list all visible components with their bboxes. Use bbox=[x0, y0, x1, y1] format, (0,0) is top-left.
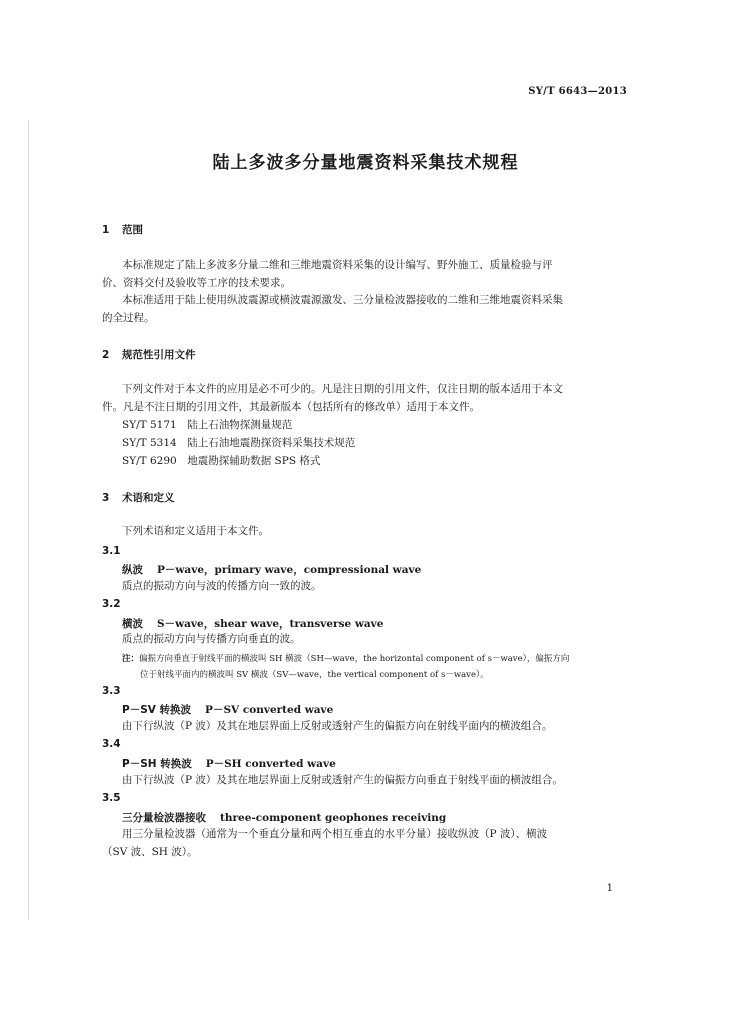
term-number: 3.2 bbox=[102, 598, 121, 610]
term-definition: 质点的振动方向与传播方向垂直的波。 bbox=[122, 633, 301, 645]
note bbox=[122, 652, 569, 666]
term-zh: 横波 bbox=[122, 618, 143, 630]
section-number: 3 bbox=[102, 492, 110, 504]
section-intro: 下列术语和定义适用于本文件。 bbox=[122, 525, 269, 537]
section-number: 1 bbox=[102, 224, 110, 236]
note-line: 位于射线平面内的横波叫 SV 横波（SV—wave，the vertical component of s－wave）。 bbox=[140, 670, 489, 680]
section-heading-3 bbox=[102, 490, 175, 505]
term-definition: 质点的振动方向与波的传播方向一致的波。 bbox=[122, 580, 322, 592]
term-title bbox=[122, 562, 421, 577]
term-number: 3.4 bbox=[102, 738, 121, 750]
page-number: 1 bbox=[606, 883, 613, 894]
paragraph-line: 件。凡是不注日期的引用文件，其最新版本（包括所有的修改单）适用于本文件。 bbox=[102, 401, 480, 413]
term-en: P－SV converted wave bbox=[205, 704, 334, 716]
term-zh: 三分量检波器接收 bbox=[122, 812, 206, 824]
term-definition: （SV 波、SH 波）。 bbox=[102, 846, 198, 858]
term-title bbox=[122, 756, 336, 771]
term-title bbox=[122, 616, 383, 631]
note-label: 注： bbox=[122, 654, 140, 664]
page-edge-shadow bbox=[28, 120, 29, 920]
paragraph-line: 下列文件对于本文件的应用是必不可少的。凡是注日期的引用文件，仅注日期的版本适用于本文 bbox=[122, 383, 563, 395]
section-number: 2 bbox=[102, 349, 110, 361]
reference-item: SY/T 5314 陆上石油地震勘探资料采集技术规范 bbox=[122, 437, 356, 449]
term-definition: 由下行纵波（P 波）及其在地层界面上反射或透射产生的偏振方向垂直于射线平面的横波组合。 bbox=[122, 774, 563, 786]
document-title: 陆上多波多分量地震资料采集技术规程 bbox=[212, 153, 519, 173]
reference-item: SY/T 5171 陆上石油物探测量规范 bbox=[122, 419, 293, 431]
paragraph-line: 价、资料交付及验收等工序的技术要求。 bbox=[102, 277, 291, 289]
term-zh: P－SV 转换波 bbox=[122, 704, 192, 716]
section-title: 规范性引用文件 bbox=[122, 349, 196, 361]
term-zh: 纵波 bbox=[122, 564, 143, 576]
term-title bbox=[122, 810, 446, 825]
standard-code: SY/T 6643—2013 bbox=[528, 86, 627, 97]
reference-item: SY/T 6290 地震勘探辅助数据 SPS 格式 bbox=[122, 455, 321, 467]
paragraph-line: 本标准适用于陆上使用纵波震源或横波震源激发、三分量检波器接收的二维和三维地震资料采集 bbox=[122, 294, 563, 306]
term-en: P－wave，primary wave，compressional wave bbox=[157, 564, 422, 576]
term-definition: 用三分量检波器（通常为一个垂直分量和两个相互垂直的水平分量）接收纵波（P 波）、横波 bbox=[122, 828, 548, 840]
note-line: 偏振方向垂直于射线平面的横波叫 SH 横波（SH—wave，the horizontal component of s－wave），偏振方向 bbox=[139, 654, 570, 664]
section-heading-2 bbox=[102, 347, 196, 362]
term-number: 3.3 bbox=[102, 685, 121, 697]
paragraph-line: 本标准规定了陆上多波多分量二维和三维地震资料采集的设计编写、野外施工、质量检验与评 bbox=[122, 259, 553, 271]
paragraph-line: 的全过程。 bbox=[102, 312, 155, 324]
term-number: 3.5 bbox=[102, 792, 121, 804]
section-heading-1 bbox=[102, 222, 143, 237]
term-number: 3.1 bbox=[102, 545, 121, 557]
term-en: S－wave，shear wave，transverse wave bbox=[157, 618, 384, 630]
term-definition: 由下行纵波（P 波）及其在地层界面上反射或透射产生的偏振方向在射线平面内的横波组合。 bbox=[122, 720, 553, 732]
term-en: P－SH converted wave bbox=[205, 758, 336, 770]
section-title: 术语和定义 bbox=[122, 492, 175, 504]
term-title bbox=[122, 702, 333, 717]
term-zh: P－SH 转换波 bbox=[122, 758, 192, 770]
section-title: 范围 bbox=[122, 224, 143, 236]
term-en: three-component geophones receiving bbox=[220, 812, 447, 824]
